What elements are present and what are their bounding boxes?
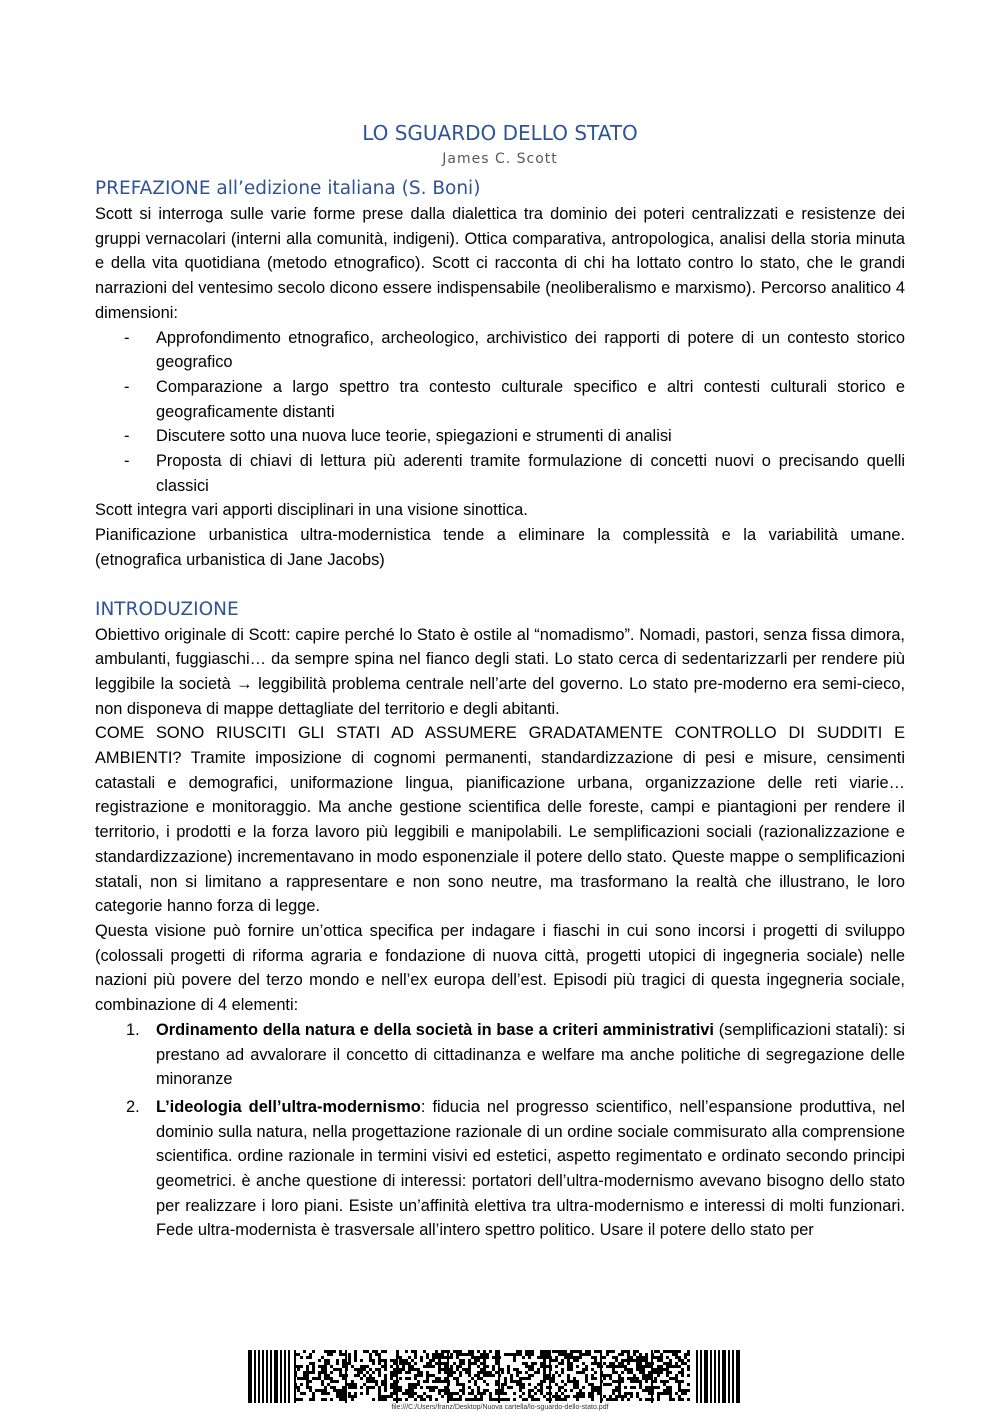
list-item-bold: L’ideologia dell’ultra-modernismo [156,1097,421,1116]
prefazione-intro: Scott si interroga sulle varie forme prese dalla dialettica tra dominio dei poteri centralizzati e resistenze dei gruppi vernacolari (interni alla comunità, indigeni). Ottica comparativa, antropologica, analisi della storia minuta e della vita quotidiana (metodo etnografico). Scott ci racconta di chi ha lottato contro lo stato, che le grandi narrazioni del ventesimo secolo dicono essere indispensabile (neoliberalismo e marxismo). Percorso analitico 4 dimensioni: [95,205,905,322]
introduzione-paragraph: COME SONO RIUSCITI GLI STATI AD ASSUMERE GRADATAMENTE CONTROLLO DI SUDDITI E AMBIENTI? Tramite imposizione di cognomi permanenti, standardizzazione di pesi e misure, censimenti catastali e demografici, uniformazione lingua, pianificazione urbana, organizzazione delle reti viarie… registrazione e monitoraggio. Ma anche gestione scientifica delle foreste, campi e piantagioni per rendere il territorio, i prodotti e la forza lavoro più leggibili e manipolabili. Le semplificazioni sociali (razionalizzazione e standardizzazione) incrementavano in modo esponenziale il potere dello stato. Queste mappe o semplificazioni statali, non si limitano a rappresentare e non sono neutre, ma trasformano la realtà che illustrano, le loro categorie hanno forza di legge. [95,724,905,916]
barcode-image [248,1350,740,1403]
list-marker: 2. [126,1097,140,1116]
footer-file-path: file:///C:/Users/franz/Desktop/Nuova cartella/lo-sguardo-dello-stato.pdf [391,1404,609,1411]
section-heading-introduzione: INTRODUZIONE [95,598,239,620]
prefazione-paragraph: Scott integra vari apporti disciplinari in una visione sinottica. [95,501,528,520]
list-item-bold: Ordinamento della natura e della società in base a criteri amministrativi [156,1020,714,1039]
document-page [95,118,905,1246]
list-item: - Proposta di chiavi di lettura più aderenti tramite formulazione di concetti nuovi o precisando quelli classici [156,449,905,498]
list-marker: 1. [126,1020,140,1039]
list-item [126,1095,905,1243]
list-item-text: : fiducia nel progresso scientifico, nell’espansione produttiva, nel dominio sulla natura, nella progettazione razionale di un ordine sociale commisurato alla comprensione scientifica. ordine razionale in termini visivi ed estetici, aspetto regimentato e ordinato secondo principi geometrici. è anche questione di interessi: portatori dell’ultra-modernismo avevano bisogno dello stato per realizzare i loro piani. Esiste un’affinità elettiva tra ultra-modernismo e interessi di molti funzionari. Fede ultra-modernista è trasversale all’intero spettro politico. Usare il potere dello stato per [156,1097,905,1240]
prefazione-list [95,326,905,499]
list-item: - Comparazione a largo spettro tra contesto culturale specifico e altri contesti culturali storico e geograficamente distanti [156,375,905,424]
list-item: - Approfondimento etnografico, archeologico, archivistico dei rapporti di potere di un contesto storico geografico [156,326,905,375]
list-item [126,1018,905,1092]
introduzione-paragraph: Obiettivo originale di Scott: capire perché lo Stato è ostile al “nomadismo”. Nomadi, pastori, senza fissa dimora, ambulanti, fuggiaschi… da sempre spina nel fianco degli stati. Lo stato cerca di sedentarizzarli per rendere più leggibile la società → leggibilità problema centrale nell’arte del governo. Lo stato pre-moderno era semi-cieco, non disponeva di mappe dettagliate del territorio e degli abitanti. [95,625,905,718]
prefazione-paragraph: Pianificazione urbanistica ultra-modernistica tende a eliminare la complessità e la variabilità umane. (etnografica urbanistica di Jane Jacobs) [95,526,905,569]
section-heading-prefazione: PREFAZIONE all’edizione italiana (S. Boni) [95,178,481,199]
document-author: James C. Scott [442,151,558,167]
list-item-text: (semplificazioni statali): si prestano ad avvalorare il concetto di cittadinanza e welfare ma anche politiche di segregazione delle minoranze [156,1020,905,1089]
introduzione-list [95,1018,905,1243]
document-title: LO SGUARDO DELLO STATO [362,121,638,145]
list-item: - Discutere sotto una nuova luce teorie, spiegazioni e strumenti di analisi [156,424,905,449]
introduzione-paragraph: Questa visione può fornire un’ottica specifica per indagare i fiaschi in cui sono incorsi i progetti di sviluppo (colossali progetti di riforma agraria e fondazione di nuova città, progetti utopici di ingegneria sociale) nelle nazioni più povere del terzo mondo e nell’ex europa dell’est. Episodi più tragici di questa ingegneria sociale, combinazione di 4 elementi: [95,921,905,1015]
